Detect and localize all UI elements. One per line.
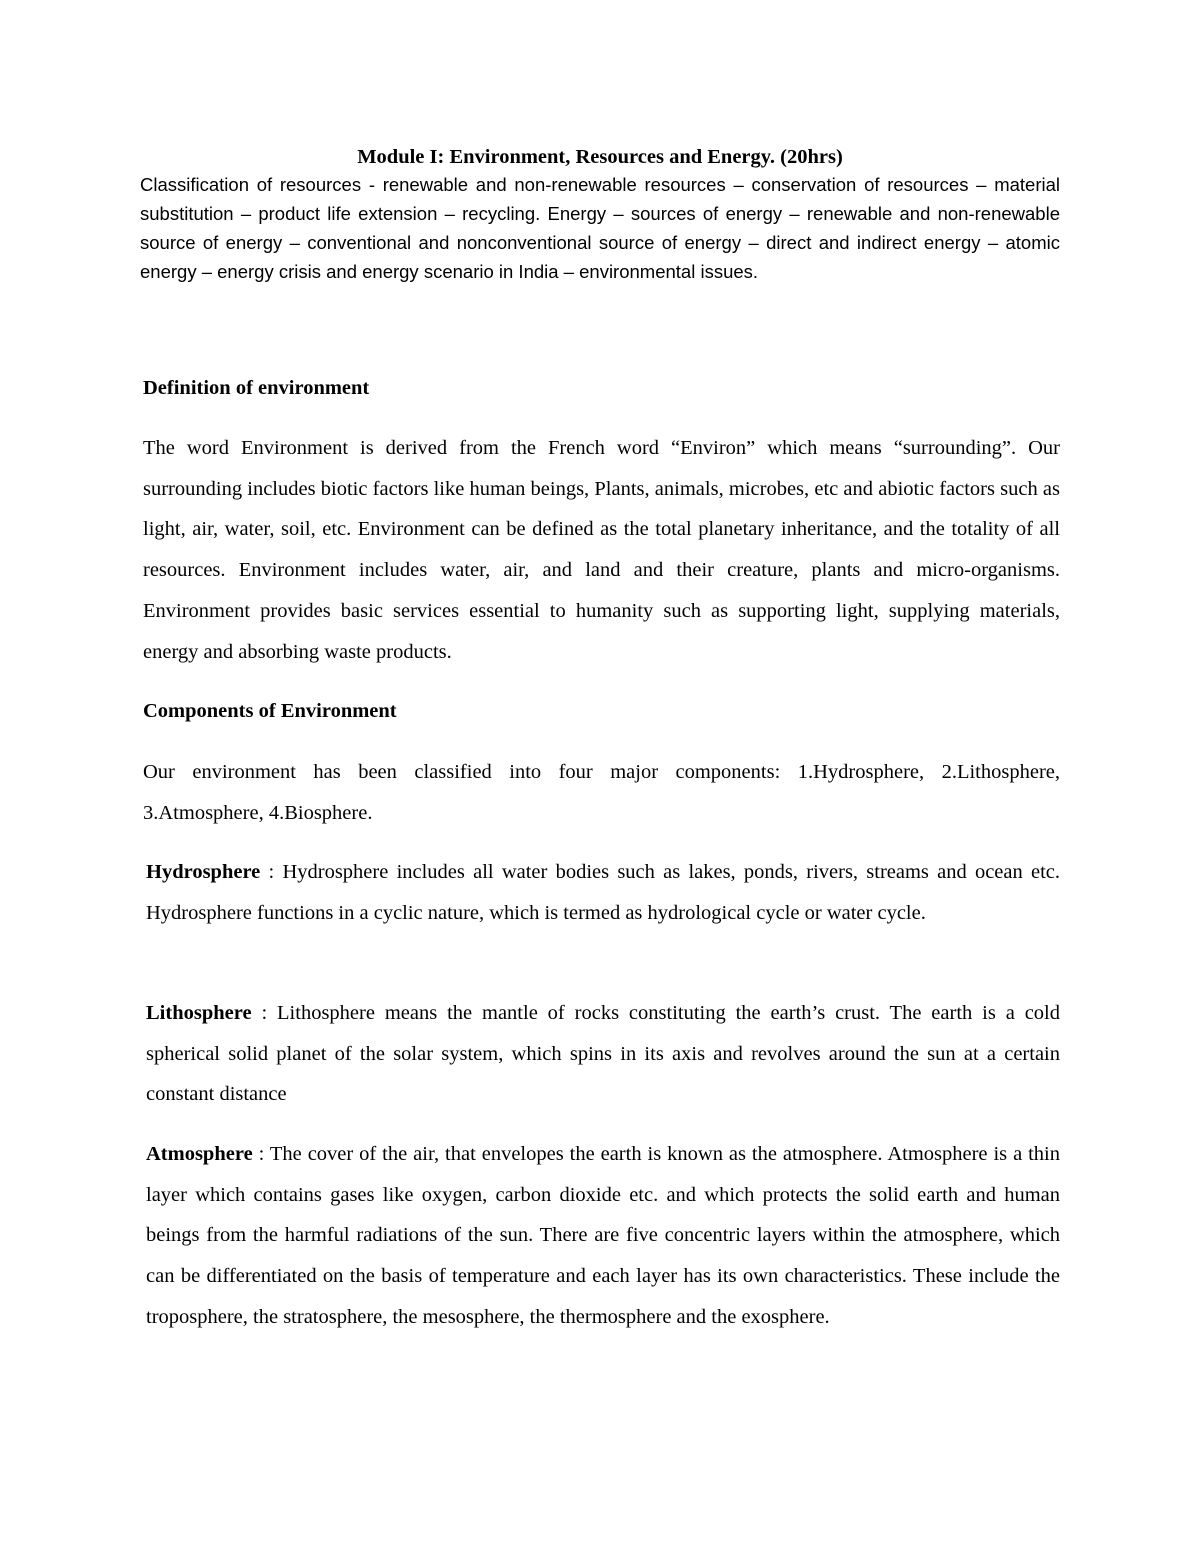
lithosphere-paragraph: [146, 993, 1060, 1115]
hydrosphere-separator: :: [260, 861, 283, 883]
hydrosphere-term: Hydrosphere: [146, 861, 261, 883]
atmosphere-text: The cover of the air, that envelopes the earth is known as the atmosphere. Atmosphere is a thin layer which contains gases like oxygen, carbon dioxide etc. and which protects the solid earth and human beings from the harmful radiations of the sun. There are five concentric layers within the atmosphere, which can be differentiated on the basis of temperature and each layer has its own characteristics. These include the troposphere, the stratosphere, the mesosphere, the thermosphere and the exosphere.: [146, 1143, 1060, 1328]
lithosphere-term: Lithosphere: [146, 1002, 252, 1024]
lithosphere-text: Lithosphere means the mantle of rocks constituting the earth’s crust. The earth is a cold spherical solid planet of the solar system, which spins in its axis and revolves around the sun at a certain constant distance: [146, 1002, 1060, 1106]
components-intro: Our environment has been classified into four major components: 1.Hydrosphere, 2.Lithosphere, 3.Atmosphere, 4.Biosphere.: [143, 761, 1060, 824]
components-heading: Components of Environment: [143, 700, 397, 722]
hydrosphere-paragraph: [146, 852, 1060, 933]
atmosphere-paragraph: [146, 1134, 1060, 1338]
module-title: Module I: Environment, Resources and Energy. (20hrs): [357, 146, 843, 168]
lithosphere-separator: :: [251, 1002, 278, 1024]
module-syllabus: Classification of resources - renewable and non-renewable resources – conservation of resources – material substitution – product life extension – recycling. Energy – sources of energy – renewable and non-renewable source of energy – conventional and nonconventional source of energy – direct and indirect energy – atomic energy – energy crisis and energy scenario in India – environmental issues.: [140, 174, 1060, 282]
atmosphere-separator: :: [252, 1143, 270, 1165]
atmosphere-term: Atmosphere: [146, 1143, 253, 1165]
definition-paragraph: The word Environment is derived from the French word “Environ” which means “surrounding”. Our surrounding includes biotic factors like human beings, Plants, animals, microbes, etc and abiotic factors such as light, air, water, soil, etc. Environment can be defined as the total planetary inheritance, and the totality of all resources. Environment includes water, air, and land and their creature, plants and micro-organisms. Environment provides basic services essential to humanity such as supporting light, supplying materials, energy and absorbing waste products.: [143, 437, 1060, 663]
hydrosphere-text: Hydrosphere includes all water bodies such as lakes, ponds, rivers, streams and ocean etc. Hydrosphere functions in a cyclic nature, which is termed as hydrological cycle or water cycle.: [146, 861, 1060, 924]
definition-heading: Definition of environment: [143, 377, 370, 399]
